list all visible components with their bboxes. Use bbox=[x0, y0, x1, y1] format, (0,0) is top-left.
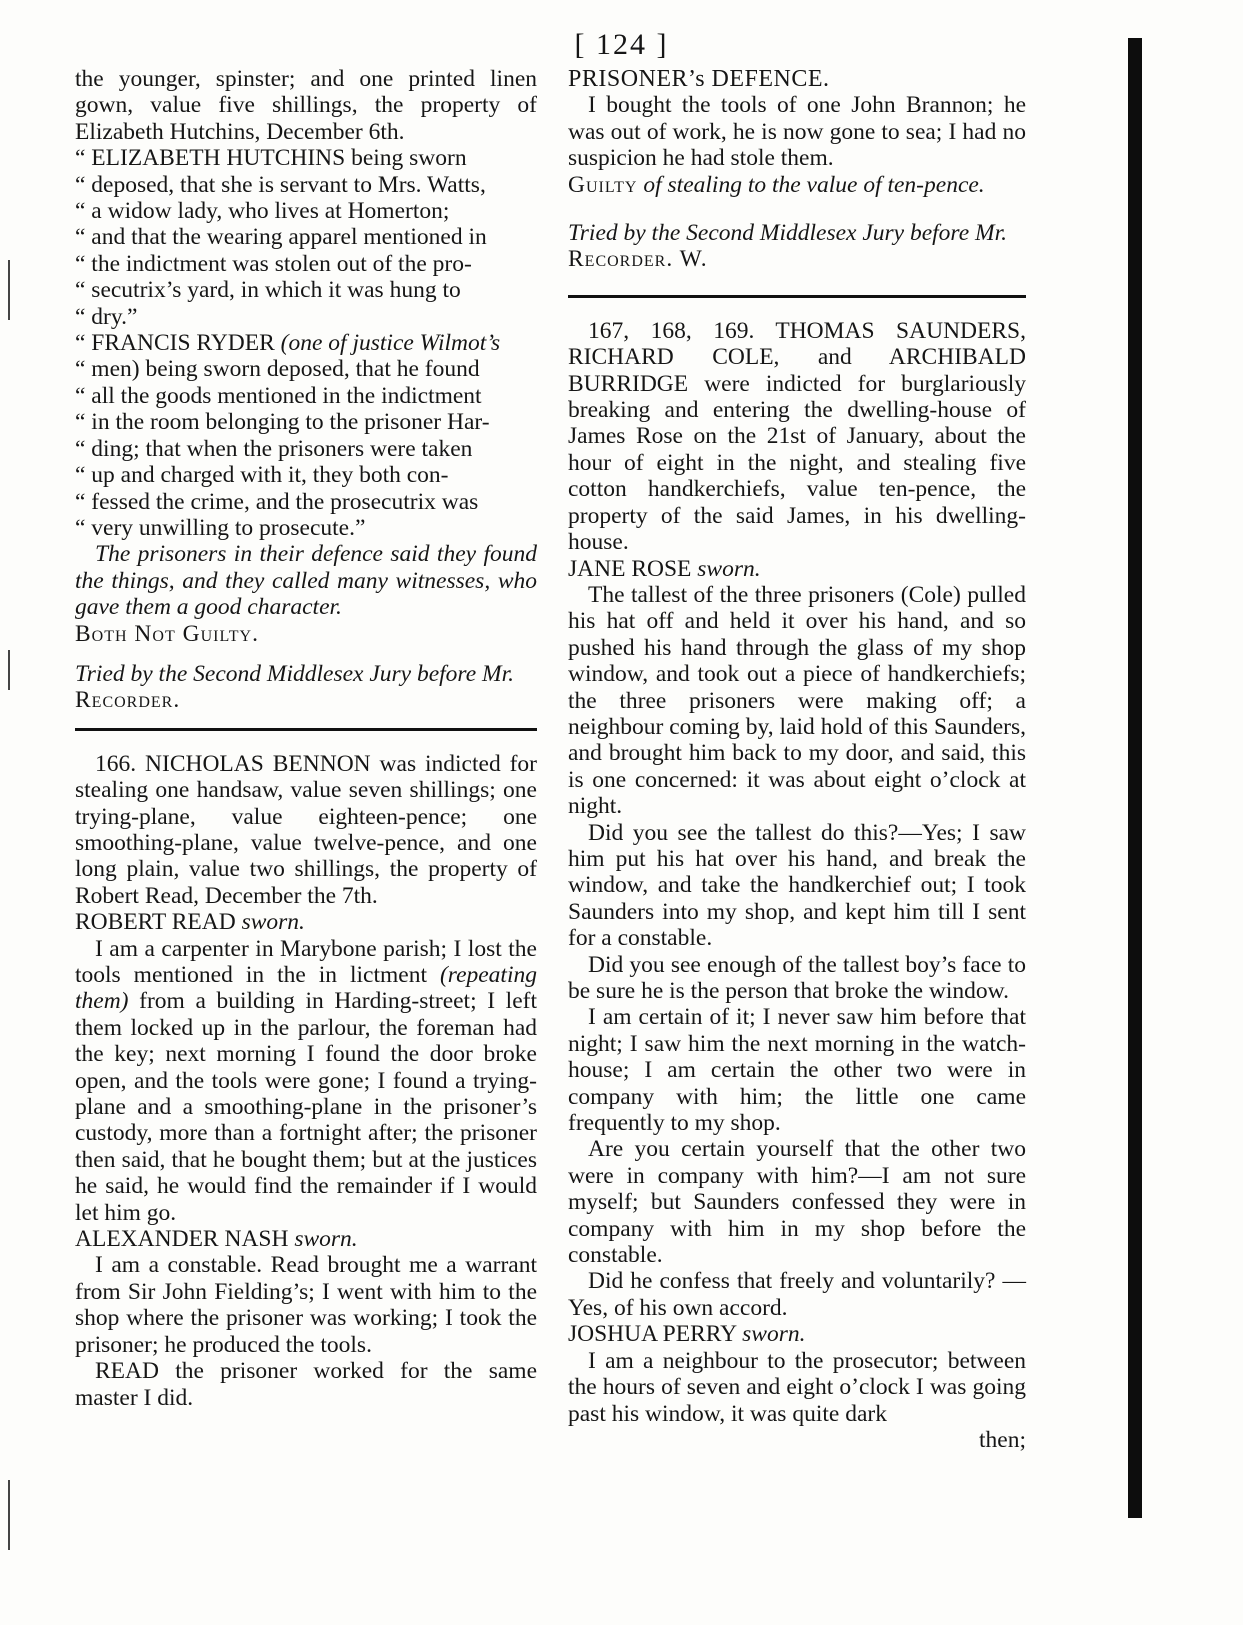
testimony-paragraph: Are you certain yourself that the other two were in company with him?—I am not sure myself; but Saunders confessed they were in company with him in my shop before the constable. bbox=[568, 1136, 1026, 1269]
testimony-paragraph: Did you see enough of the tallest boy’s face to be sure he is the person that broke the window. bbox=[568, 951, 1026, 1004]
case-166 bbox=[75, 751, 537, 909]
testimony-paragraph: I am a neighbour to the prosecutor; between the hours of seven and eight o’clock I was going past his window, it was quite dark bbox=[568, 1347, 1026, 1427]
quote-line: “ in the room belonging to the prisoner Har- bbox=[75, 409, 490, 436]
quote-line: “ ding; that when the prisoners were taken bbox=[75, 435, 473, 462]
quote-line bbox=[75, 330, 537, 356]
testimony-paragraph: Did he confess that freely and voluntarily? —Yes, of his own accord. bbox=[568, 1268, 1026, 1321]
witness-heading: ROBERT READ sworn. bbox=[75, 909, 305, 936]
right-column bbox=[568, 66, 1026, 1453]
testimony-paragraph: I am certain of it; I never saw him before that night; I saw him the next morning in the watch-house; I am certain the other two were in company with him; the little one came frequently to my shop. bbox=[568, 1004, 1026, 1137]
testimony-paragraph: READ the prisoner worked for the same master I did. bbox=[75, 1358, 537, 1411]
section-heading: PRISONER’s DEFENCE. bbox=[568, 66, 830, 92]
defence-paragraph: The prisoners in their defence said they found the things, and they called many witnesses, who gave them a good character. bbox=[75, 541, 537, 621]
quote-line: “ all the goods mentioned in the indictment bbox=[75, 382, 482, 409]
scan-edge-mark bbox=[8, 650, 10, 690]
quote-line: “ dry.” bbox=[75, 303, 138, 330]
verdict: Both Not Guilty. bbox=[75, 620, 259, 647]
verdict: Guilty of stealing to the value of ten-pence. bbox=[568, 171, 985, 198]
quote-line: “ deposed, that she is servant to Mrs. Watts, bbox=[75, 171, 486, 198]
defence-paragraph: I bought the tools of one John Brannon; he was out of work, he is now gone to sea; I had no suspicion he had stole them. bbox=[568, 92, 1026, 172]
quote-line: “ the indictment was stolen out of the pro- bbox=[75, 250, 472, 277]
quote-line: “ men) being sworn deposed, that he found bbox=[75, 356, 480, 383]
ryder-testimony bbox=[75, 330, 537, 541]
witness-heading: ALEXANDER NASH sworn. bbox=[75, 1226, 358, 1253]
quote-line: “ up and charged with it, they both con- bbox=[75, 462, 449, 489]
testimony-paragraph: I am a carpenter in Marybone parish; I lost the tools mentioned in the in lictment (repeating them) from a building in Harding-street; I left them locked up in the parlour, the foreman had the key; next morning I found the door broke open, and the tools were gone; I found a trying-plane and a smoothing-plane in the prisoner’s custody, more than a fortnight after; the prisoner then said, that he bought them; but at the justices he said, he would find the remainder if I would let him go. bbox=[75, 935, 537, 1226]
witness-name: “ FRANCIS RYDER bbox=[75, 330, 275, 357]
left-column bbox=[75, 66, 537, 1411]
tried-line-recorder: Recorder. bbox=[75, 687, 181, 714]
witness-note: (one of justice Wilmot’s bbox=[280, 330, 501, 357]
case-number: 166. NICHOLAS BENNON bbox=[95, 750, 371, 777]
hutchins-testimony bbox=[75, 145, 537, 330]
quote-line: “ a widow lady, who lives at Homerton; bbox=[75, 198, 450, 225]
testimony-paragraph: Did you see the tallest do this?—Yes; I saw him put his hat over his hand, and break the window, and take the handkerchief out; I took Saunders into my shop, and kept him till I sent for a constable. bbox=[568, 819, 1026, 952]
case-167 bbox=[568, 318, 1026, 556]
catchword: then; bbox=[979, 1426, 1026, 1453]
witness-heading: JOSHUA PERRY sworn. bbox=[568, 1321, 806, 1348]
case-text: were indicted for burglariously breaking and entering the dwelling-house of James Rose on the 21st of January, about the hour of eight in the night, and stealing five cotton handkerchiefs, value ten-pence, the property of the said James, in his dwelling-house. bbox=[568, 370, 1026, 556]
case-number: 167, 168, 169. THOMAS SAUNDERS, RICHARD COLE, and ARCHIBALD BURRIDGE bbox=[568, 317, 1026, 397]
case-text: was indicted for stealing one handsaw, value seven shillings; one trying-plane, value eighteen-pence; one smoothing-plane, value twelve-pence, and one long plain, value two shillings, the property of Robert Read, December the 7th. bbox=[75, 750, 537, 909]
witness-heading: JANE ROSE sworn. bbox=[568, 555, 761, 582]
scan-edge-bar bbox=[1128, 38, 1142, 1518]
scan-edge-mark bbox=[8, 1480, 10, 1550]
tried-line: Tried by the Second Middlesex Jury before Mr. bbox=[568, 220, 1007, 247]
testimony-paragraph: I am a constable. Read brought me a warrant from Sir John Fielding’s; I went with him to the shop where the prisoner was working; I took the prisoner; he produced the tools. bbox=[75, 1252, 537, 1358]
scan-edge-mark bbox=[8, 260, 10, 320]
quote-line: “ secutrix’s yard, in which it was hung to bbox=[75, 277, 461, 304]
tried-line-recorder: Recorder. W. bbox=[568, 246, 708, 273]
quote-line: “ very unwilling to prosecute.” bbox=[75, 514, 366, 541]
quote-line: “ ELIZABETH HUTCHINS being sworn bbox=[75, 145, 467, 172]
quote-line: “ and that the wearing apparel mentioned in bbox=[75, 224, 487, 251]
intro-paragraph: the younger, spinster; and one printed linen gown, value five shillings, the property of Elizabeth Hutchins, December 6th. bbox=[75, 66, 537, 145]
testimony-paragraph: The tallest of the three prisoners (Cole) pulled his hat off and held it over his hand, and so pushed his hand through the glass of my shop window, and took out a piece of handkerchiefs; the three prisoners were making off; a neighbour coming by, laid hold of this Saunders, and brought him back to my door, and said, this is one concerned: it was about eight o’clock at night. bbox=[568, 581, 1026, 820]
page-number: [ 124 ] bbox=[574, 28, 669, 61]
tried-line: Tried by the Second Middlesex Jury before Mr. bbox=[75, 660, 514, 687]
quote-line: “ fessed the crime, and the prosecutrix was bbox=[75, 488, 479, 515]
